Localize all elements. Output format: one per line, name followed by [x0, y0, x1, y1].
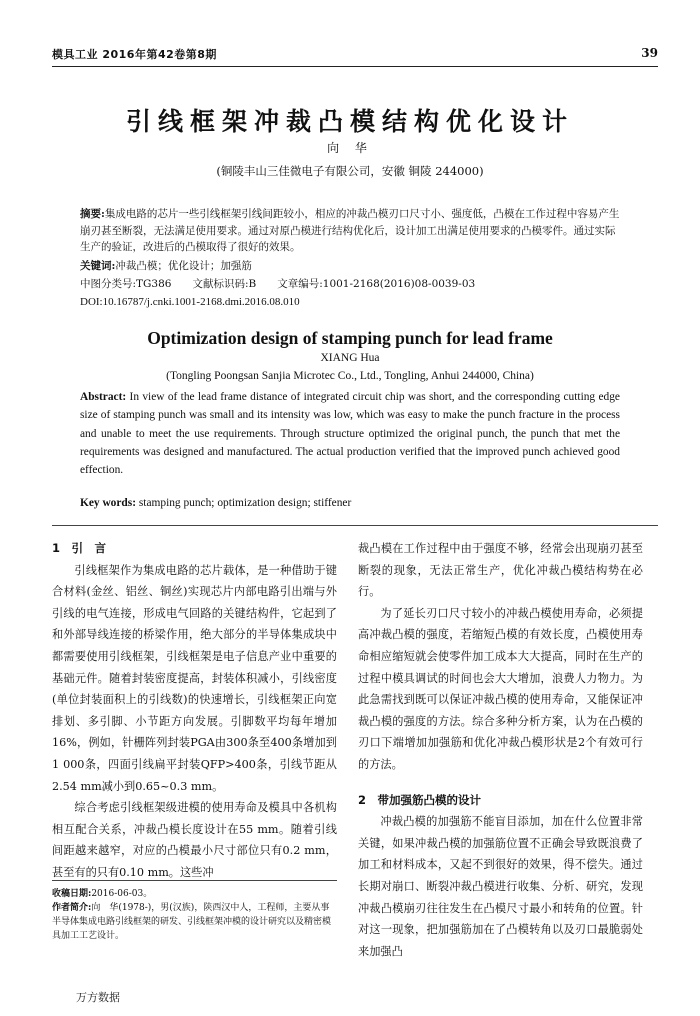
author-name: 向 华: [327, 141, 373, 155]
english-author: XIANG Hua: [320, 352, 380, 364]
paragraph: 引线框架作为集成电路的芯片载体，是一种借助于键合材料(金丝、铝丝、铜丝)实现芯片内部电路引出端与外引线的电气连接，形成电气回路的关键结构件，它起到了和外部导线连接的桥梁作用，绝大部分的半导体集成块中都需要使用引线框架，引线框架是电子信息产业中重要的基础元件。随着封装密度提高，封装体积减小，引线密度(单位封装面积上的引线数)的快速增长，引线框架正向宽排划、多引脚、小节距方向发展。引脚数平均每年增加16%，例如，针栅阵列封装PGA由300条至400条增加到1 000条，四面引线扁平封装QFP>400条，引线节距从2.54 mm减小到0.65~0.3 mm。: [52, 563, 337, 793]
en-abstract-text: In view of the lead frame distance of integrated circuit chip was short, and the corresponding cutting edge size of stamping punch was small and its intensity was low, which was easy to make the punch fracture in the process and unable to meet the use requirements. Through structure optimized the original punch, the punch that met the requirements was designed and manufactured. The actual production verified that the improved punch achieved good effection.: [80, 391, 620, 477]
english-abstract: [80, 388, 620, 479]
keywords-label: 关键词:: [80, 260, 116, 272]
received-label: 收稿日期:: [52, 889, 92, 899]
footnote: [52, 880, 337, 943]
left-column: [52, 538, 337, 884]
watermark: 万方数据: [76, 991, 120, 1004]
paragraph: 冲裁凸模的加强筋不能盲目添加，加在什么位置非常关键，如果冲裁凸模的加强筋位置不正确会导致既浪费了加工和材料成本，又起不到很好的效果，得不偿失。通过长期对崩口、断裂冲裁凸模进行收集、分析、研究，发现冲裁凸模崩刃往往发生在凸模尺寸最小和转角的位置。针对这一现象，把加强筋加在了凸模转角以及刃口最脆弱处来加强凸: [358, 815, 643, 958]
journal-info: 模具工业 2016年第42卷第8期: [52, 48, 217, 61]
en-abstract-label: Abstract:: [80, 391, 127, 403]
author-bio: 向 华(1978-)，男(汉族)，陕西汉中人，工程师，主要从事半导体集成电路引线框架的研发、引线框架冲模的设计研究以及精密模具加工工艺设计。: [52, 903, 332, 941]
page-number: 39: [641, 46, 658, 60]
keywords-cn: [80, 258, 620, 274]
en-keywords-label: Key words:: [80, 497, 136, 509]
section-divider: [52, 525, 658, 526]
paragraph: 综合考虑引线框架级进模的使用寿命及模具中各机构相互配合关系，冲裁凸模长度设计在55 mm。随着引线间距越来越窄，对应的凸模最小尺寸部位只有0.2 mm，甚至有的只有0.10 mm。这些冲: [52, 801, 337, 879]
affiliation: (铜陵丰山三佳微电子有限公司，安徽 铜陵 244000): [216, 164, 484, 178]
running-header: [52, 46, 658, 67]
abstract-text: 集成电路的芯片一些引线框架引线间距较小，相应的冲裁凸模刃口尺寸小、强度低，凸模在工作过程中容易产生崩刃甚至断裂，无法满足使用要求。通过对原凸模进行结构优化后，设计加工出满足使用要求的凸模零件。通过实际生产的验证，改进后的凸模取得了很好的效果。: [80, 208, 620, 253]
abstract-label: 摘要:: [80, 208, 105, 220]
paragraph: 为了延长刃口尺寸较小的冲裁凸模使用寿命，必须提高冲裁凸模的强度，若缩短凸模的有效长度，凸模使用寿命相应缩短就会使零件加工成本大大提高，同时在生产的过程中模具调试的时间也会大大增加，浪费人力物力。为此急需找到既可以保证冲裁凸模的使用寿命，又能保证冲裁凸模的强度的方法。综合多种分析方案，认为在凸模的刃口下端增加加强筋和优化冲裁凸模形状是2个有效可行的方法。: [358, 606, 643, 771]
section-1-heading: 1 引 言: [52, 541, 107, 555]
english-keywords: [80, 497, 620, 509]
author-bio-label: 作者简介:: [52, 903, 92, 913]
paragraph: 裁凸模在工作过程中由于强度不够，经常会出现崩刃甚至断裂的现象，无法正常生产，优化冲裁凸模结构势在必行。: [358, 542, 643, 599]
english-title: Optimization design of stamping punch for lead frame: [147, 328, 553, 348]
doi: DOI:10.16787/j.cnki.1001-2168.dmi.2016.08.010: [80, 296, 300, 308]
paper-title: 引线框架冲裁凸模结构优化设计: [125, 107, 574, 136]
section-2-heading: 2 带加强筋凸模的设计: [358, 792, 482, 807]
keywords-text: 冲裁凸模；优化设计；加强筋: [115, 260, 252, 272]
english-affiliation: (Tongling Poongsan Sanjia Microtec Co., Ltd., Tongling, Anhui 244000, China): [166, 370, 534, 382]
en-keywords-text: stamping punch; optimization design; stiffener: [138, 497, 352, 509]
received-date: 2016-06-03。: [91, 889, 153, 899]
right-column: [358, 538, 643, 962]
abstract-cn: [80, 206, 620, 256]
clc-line: 中图分类号:TG386 文献标识码:B 文章编号:1001-2168(2016)08-0039-03: [80, 278, 476, 290]
